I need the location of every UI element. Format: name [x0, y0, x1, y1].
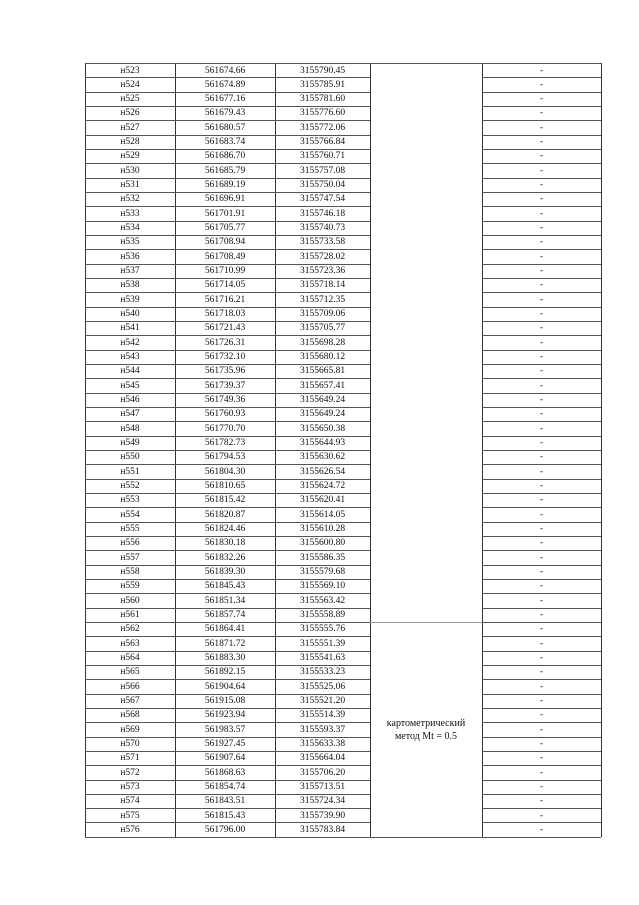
point-id-cell: н563 — [120, 638, 140, 649]
point-id-cell: н575 — [120, 810, 140, 821]
x-coordinate-cell: 561701.91 — [204, 208, 246, 219]
x-coordinate-cell: 561705.77 — [204, 223, 246, 234]
point-id-cell: н540 — [120, 309, 140, 320]
y-coordinate-cell: 3155533.23 — [299, 667, 346, 678]
x-coordinate-cell: 561679.43 — [204, 108, 246, 119]
y-coordinate-cell: 3155760.71 — [299, 151, 346, 162]
accuracy-cell: - — [539, 323, 544, 334]
y-coordinate-cell: 3155650.38 — [299, 423, 346, 434]
y-coordinate-cell: 3155569.10 — [299, 581, 346, 592]
y-coordinate-cell: 3155649.24 — [299, 395, 346, 406]
accuracy-cell: - — [539, 667, 544, 678]
y-coordinate-cell: 3155733.58 — [299, 237, 346, 248]
accuracy-cell: - — [539, 595, 544, 606]
x-coordinate-cell: 561883.30 — [204, 653, 246, 664]
accuracy-cell: - — [539, 366, 544, 377]
point-id-cell: н564 — [120, 653, 140, 664]
accuracy-cell: - — [539, 767, 544, 778]
accuracy-cell: - — [539, 65, 544, 76]
accuracy-cell: - — [539, 409, 544, 420]
point-id-cell: н550 — [120, 452, 140, 463]
y-coordinate-cell: 3155593.37 — [299, 724, 346, 735]
x-coordinate-cell: 561927.45 — [204, 739, 246, 749]
point-id-cell: н528 — [120, 137, 140, 148]
accuracy-cell: - — [539, 94, 544, 105]
accuracy-cell: - — [539, 165, 544, 176]
point-id-cell: н542 — [120, 337, 140, 348]
accuracy-cell: - — [539, 581, 544, 592]
x-coordinate-cell: 561677.16 — [204, 94, 246, 105]
x-coordinate-cell: 561674.66 — [204, 65, 246, 76]
accuracy-cell: - — [539, 739, 544, 749]
point-id-cell: н531 — [120, 180, 140, 191]
accuracy-cell: - — [539, 724, 544, 735]
x-coordinate-cell: 561710.99 — [204, 266, 246, 277]
y-coordinate-cell: 3155785.91 — [299, 79, 346, 90]
point-id-cell: н539 — [120, 294, 140, 305]
point-id-cell: н544 — [120, 366, 140, 377]
table-border-right — [601, 63, 602, 837]
y-coordinate-cell: 3155644.93 — [299, 438, 346, 449]
x-coordinate-cell: 561794.53 — [204, 452, 246, 463]
column-divider — [370, 63, 371, 837]
y-coordinate-cell: 3155776.60 — [299, 108, 346, 119]
survey-method-line-1: картометрический — [386, 718, 466, 729]
accuracy-cell: - — [539, 524, 544, 535]
accuracy-cell: - — [539, 796, 544, 807]
method-block-divider — [370, 837, 482, 838]
point-id-cell: н567 — [120, 696, 140, 707]
accuracy-cell: - — [539, 180, 544, 191]
y-coordinate-cell: 3155772.06 — [299, 122, 346, 133]
point-id-cell: н554 — [120, 509, 140, 520]
y-coordinate-cell: 3155620.41 — [299, 495, 346, 506]
x-coordinate-cell: 561683.74 — [204, 137, 246, 148]
accuracy-cell: - — [539, 782, 544, 792]
accuracy-cell: - — [539, 824, 544, 835]
x-coordinate-cell: 561820.87 — [204, 509, 246, 520]
point-id-cell: н537 — [120, 266, 140, 277]
point-id-cell: н548 — [120, 423, 140, 434]
point-id-cell: н551 — [120, 466, 140, 477]
x-coordinate-cell: 561714.05 — [204, 280, 246, 291]
y-coordinate-cell: 3155514.39 — [299, 710, 346, 721]
point-id-cell: н558 — [120, 567, 140, 578]
point-id-cell: н530 — [120, 165, 140, 176]
point-id-cell: н525 — [120, 94, 140, 105]
y-coordinate-cell: 3155724.34 — [299, 796, 346, 807]
x-coordinate-cell: 561871.72 — [204, 638, 246, 649]
y-coordinate-cell: 3155718.14 — [299, 280, 346, 291]
x-coordinate-cell: 561782.73 — [204, 438, 246, 449]
accuracy-cell: - — [539, 567, 544, 578]
point-id-cell: н557 — [120, 552, 140, 563]
accuracy-cell: - — [539, 208, 544, 219]
accuracy-cell: - — [539, 710, 544, 721]
accuracy-cell: - — [539, 466, 544, 477]
accuracy-cell: - — [539, 237, 544, 248]
x-coordinate-cell: 561983.57 — [204, 724, 246, 735]
point-id-cell: н574 — [120, 796, 140, 807]
y-coordinate-cell: 3155541.63 — [299, 653, 346, 664]
survey-method-line-2: метод Mt = 0.5 — [394, 731, 458, 742]
method-block-divider — [370, 622, 482, 623]
point-id-cell: н533 — [120, 208, 140, 219]
y-coordinate-cell: 3155664.04 — [299, 753, 346, 764]
accuracy-cell: - — [539, 552, 544, 563]
y-coordinate-cell: 3155624.72 — [299, 481, 346, 492]
accuracy-cell: - — [539, 681, 544, 692]
point-id-cell: н576 — [120, 824, 140, 835]
x-coordinate-cell: 561716.21 — [204, 294, 246, 305]
point-id-cell: н553 — [120, 495, 140, 506]
y-coordinate-cell: 3155706.20 — [299, 767, 346, 778]
accuracy-cell: - — [539, 624, 544, 635]
point-id-cell: н552 — [120, 481, 140, 492]
accuracy-cell: - — [539, 108, 544, 119]
point-id-cell: н560 — [120, 595, 140, 606]
y-coordinate-cell: 3155626.54 — [299, 466, 346, 477]
x-coordinate-cell: 561923.94 — [204, 710, 246, 721]
coordinates-table — [85, 63, 602, 837]
y-coordinate-cell: 3155680.12 — [299, 352, 346, 363]
y-coordinate-cell: 3155746.18 — [299, 208, 346, 219]
row-divider — [482, 837, 601, 838]
point-id-cell: н527 — [120, 122, 140, 133]
point-id-cell: н535 — [120, 237, 140, 248]
x-coordinate-cell: 561851.34 — [204, 595, 246, 606]
accuracy-cell: - — [539, 395, 544, 406]
x-coordinate-cell: 561696.91 — [204, 194, 246, 205]
y-coordinate-cell: 3155586.35 — [299, 552, 346, 563]
y-coordinate-cell: 3155705.77 — [299, 323, 346, 334]
accuracy-cell: - — [539, 610, 544, 621]
y-coordinate-cell: 3155551.39 — [299, 638, 346, 649]
y-coordinate-cell: 3155610.28 — [299, 524, 346, 535]
accuracy-cell: - — [539, 294, 544, 305]
x-coordinate-cell: 561760.93 — [204, 409, 246, 420]
accuracy-cell: - — [539, 151, 544, 162]
x-coordinate-cell: 561749.36 — [204, 395, 246, 406]
y-coordinate-cell: 3155579.68 — [299, 567, 346, 578]
y-coordinate-cell: 3155525.06 — [299, 681, 346, 692]
x-coordinate-cell: 561718.03 — [204, 309, 246, 320]
point-id-cell: н572 — [120, 767, 140, 778]
x-coordinate-cell: 561686.70 — [204, 151, 246, 162]
x-coordinate-cell: 561674.89 — [204, 79, 246, 90]
point-id-cell: н523 — [120, 65, 140, 76]
x-coordinate-cell: 561770.70 — [204, 423, 246, 434]
accuracy-cell: - — [539, 194, 544, 205]
x-coordinate-cell: 561854.74 — [204, 782, 246, 792]
y-coordinate-cell: 3155614.05 — [299, 509, 346, 520]
accuracy-cell: - — [539, 810, 544, 821]
y-coordinate-cell: 3155747.54 — [299, 194, 346, 205]
accuracy-cell: - — [539, 122, 544, 133]
point-id-cell: н543 — [120, 352, 140, 363]
y-coordinate-cell: 3155766.84 — [299, 137, 346, 148]
accuracy-cell: - — [539, 495, 544, 506]
accuracy-cell: - — [539, 79, 544, 90]
point-id-cell: н573 — [120, 782, 140, 792]
point-id-cell: н565 — [120, 667, 140, 678]
accuracy-cell: - — [539, 380, 544, 391]
x-coordinate-cell: 561708.49 — [204, 251, 246, 262]
x-coordinate-cell: 561689.19 — [204, 180, 246, 191]
x-coordinate-cell: 561892.15 — [204, 667, 246, 678]
point-id-cell: н570 — [120, 739, 140, 749]
y-coordinate-cell: 3155633.38 — [299, 739, 346, 749]
accuracy-cell: - — [539, 753, 544, 764]
y-coordinate-cell: 3155723.36 — [299, 266, 346, 277]
y-coordinate-cell: 3155555.76 — [299, 624, 346, 635]
x-coordinate-cell: 561804.30 — [204, 466, 246, 477]
y-coordinate-cell: 3155757.08 — [299, 165, 346, 176]
y-coordinate-cell: 3155713.51 — [299, 782, 346, 792]
y-coordinate-cell: 3155558.89 — [299, 610, 346, 621]
accuracy-cell: - — [539, 538, 544, 549]
accuracy-cell: - — [539, 309, 544, 320]
point-id-cell: н545 — [120, 380, 140, 391]
x-coordinate-cell: 561815.43 — [204, 810, 246, 821]
accuracy-cell: - — [539, 137, 544, 148]
accuracy-cell: - — [539, 280, 544, 291]
accuracy-cell: - — [539, 438, 544, 449]
point-id-cell: н568 — [120, 710, 140, 721]
y-coordinate-cell: 3155709.06 — [299, 309, 346, 320]
x-coordinate-cell: 561839.30 — [204, 567, 246, 578]
point-id-cell: н562 — [120, 624, 140, 635]
point-id-cell: н536 — [120, 251, 140, 262]
x-coordinate-cell: 561732.10 — [204, 352, 246, 363]
point-id-cell: н556 — [120, 538, 140, 549]
x-coordinate-cell: 561843.51 — [204, 796, 246, 807]
x-coordinate-cell: 561680.57 — [204, 122, 246, 133]
x-coordinate-cell: 561815.42 — [204, 495, 246, 506]
x-coordinate-cell: 561915.08 — [204, 696, 246, 707]
x-coordinate-cell: 561721.43 — [204, 323, 246, 334]
accuracy-cell: - — [539, 423, 544, 434]
accuracy-cell: - — [539, 251, 544, 262]
accuracy-cell: - — [539, 352, 544, 363]
row-divider — [85, 837, 370, 838]
y-coordinate-cell: 3155600.80 — [299, 538, 346, 549]
point-id-cell: н569 — [120, 724, 140, 735]
accuracy-cell: - — [539, 452, 544, 463]
point-id-cell: н538 — [120, 280, 140, 291]
x-coordinate-cell: 561904.64 — [204, 681, 246, 692]
point-id-cell: н546 — [120, 395, 140, 406]
point-id-cell: н559 — [120, 581, 140, 592]
y-coordinate-cell: 3155739.90 — [299, 810, 346, 821]
y-coordinate-cell: 3155790.45 — [299, 65, 346, 76]
point-id-cell: н532 — [120, 194, 140, 205]
x-coordinate-cell: 561708.94 — [204, 237, 246, 248]
x-coordinate-cell: 561857.74 — [204, 610, 246, 621]
point-id-cell: н561 — [120, 610, 140, 621]
y-coordinate-cell: 3155563.42 — [299, 595, 346, 606]
y-coordinate-cell: 3155728.02 — [299, 251, 346, 262]
x-coordinate-cell: 561726.31 — [204, 337, 246, 348]
y-coordinate-cell: 3155781.60 — [299, 94, 346, 105]
survey-method-cell — [372, 717, 480, 743]
point-id-cell: н526 — [120, 108, 140, 119]
accuracy-cell: - — [539, 696, 544, 707]
point-id-cell: н534 — [120, 223, 140, 234]
accuracy-cell: - — [539, 266, 544, 277]
accuracy-cell: - — [539, 638, 544, 649]
y-coordinate-cell: 3155740.73 — [299, 223, 346, 234]
accuracy-cell: - — [539, 509, 544, 520]
y-coordinate-cell: 3155630.62 — [299, 452, 346, 463]
accuracy-cell: - — [539, 481, 544, 492]
x-coordinate-cell: 561735.96 — [204, 366, 246, 377]
x-coordinate-cell: 561796.00 — [204, 824, 246, 835]
y-coordinate-cell: 3155750.04 — [299, 180, 346, 191]
point-id-cell: н541 — [120, 323, 140, 334]
point-id-cell: н566 — [120, 681, 140, 692]
x-coordinate-cell: 561907.64 — [204, 753, 246, 764]
x-coordinate-cell: 561824.46 — [204, 524, 246, 535]
x-coordinate-cell: 561685.79 — [204, 165, 246, 176]
x-coordinate-cell: 561868.63 — [204, 767, 246, 778]
point-id-cell: н571 — [120, 753, 140, 764]
point-id-cell: н547 — [120, 409, 140, 420]
x-coordinate-cell: 561739.37 — [204, 380, 246, 391]
y-coordinate-cell: 3155521.20 — [299, 696, 346, 707]
x-coordinate-cell: 561830.18 — [204, 538, 246, 549]
accuracy-cell: - — [539, 223, 544, 234]
y-coordinate-cell: 3155698.28 — [299, 337, 346, 348]
accuracy-cell: - — [539, 653, 544, 664]
y-coordinate-cell: 3155657.41 — [299, 380, 346, 391]
y-coordinate-cell: 3155712.35 — [299, 294, 346, 305]
point-id-cell: н529 — [120, 151, 140, 162]
y-coordinate-cell: 3155649.24 — [299, 409, 346, 420]
x-coordinate-cell: 561810.65 — [204, 481, 246, 492]
accuracy-cell: - — [539, 337, 544, 348]
point-id-cell: н555 — [120, 524, 140, 535]
point-id-cell: н549 — [120, 438, 140, 449]
y-coordinate-cell: 3155665.81 — [299, 366, 346, 377]
x-coordinate-cell: 561832.26 — [204, 552, 246, 563]
point-id-cell: н524 — [120, 79, 140, 90]
y-coordinate-cell: 3155783.84 — [299, 824, 346, 835]
x-coordinate-cell: 561845.43 — [204, 581, 246, 592]
x-coordinate-cell: 561864.41 — [204, 624, 246, 635]
